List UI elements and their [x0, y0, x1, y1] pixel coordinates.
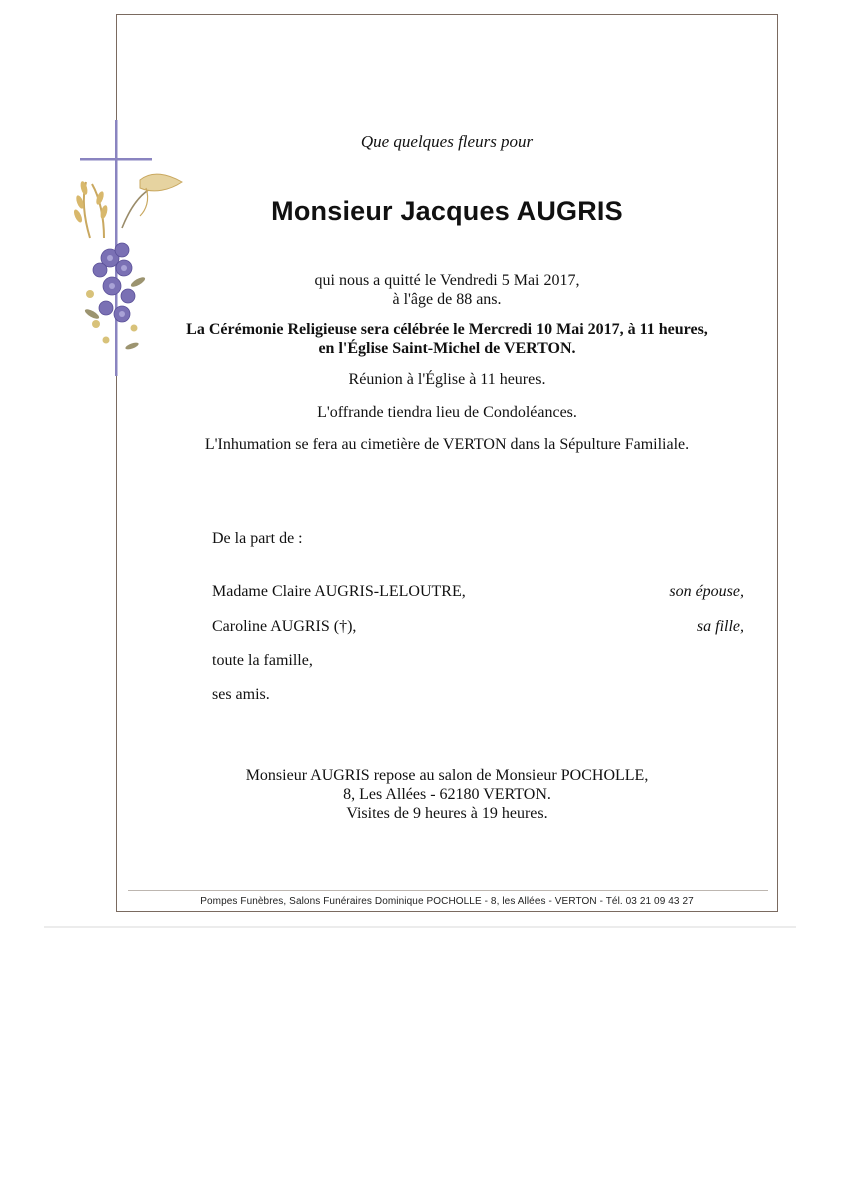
- viewing-line-address: 8, Les Allées - 62180 VERTON.: [343, 786, 551, 803]
- funeral-home-footer: Pompes Funèbres, Salons Funéraires Dominique POCHOLLE - 8, les Allées - VERTON - Tél. 03 21 09 43 27: [200, 896, 694, 907]
- family-member-relation: son épouse,: [669, 583, 744, 600]
- viewing-line-hours: Visites de 9 heures à 19 heures.: [346, 805, 548, 822]
- ceremony-line-date: La Cérémonie Religieuse sera célébrée le Mercredi 10 Mai 2017, à 11 heures,: [186, 321, 708, 338]
- viewing-line-salon: Monsieur AUGRIS repose au salon de Monsieur POCHOLLE,: [245, 767, 649, 784]
- intro-text: Que quelques fleurs pour: [360, 132, 534, 151]
- family-member-row: [212, 686, 744, 704]
- viewing-info: [116, 766, 778, 823]
- family-member-row: [212, 583, 744, 601]
- family-member-name: ses amis.: [212, 686, 270, 703]
- footer-divider: [128, 890, 768, 891]
- offering-text: L'offrande tiendra lieu de Condoléances.: [317, 404, 577, 421]
- ceremony-announcement: [116, 320, 778, 358]
- family-label: De la part de :: [212, 530, 303, 547]
- family-member-row: [212, 618, 744, 636]
- death-line-date: qui nous a quitté le Vendredi 5 Mai 2017,: [314, 272, 580, 289]
- family-member-name: Madame Claire AUGRIS-LELOUTRE,: [212, 583, 466, 600]
- death-announcement: [116, 271, 778, 309]
- death-line-age: à l'âge de 88 ans.: [392, 291, 502, 308]
- family-member-name: toute la famille,: [212, 652, 313, 669]
- burial-text: L'Inhumation se fera au cimetière de VERTON dans la Sépulture Familiale.: [204, 436, 690, 453]
- meeting-text: Réunion à l'Église à 11 heures.: [348, 371, 546, 388]
- family-member-row: [212, 652, 744, 670]
- family-member-name: Caroline AUGRIS (†),: [212, 618, 357, 635]
- scan-edge: [44, 926, 796, 928]
- family-member-relation: sa fille,: [696, 618, 744, 635]
- deceased-name: Monsieur Jacques AUGRIS: [271, 196, 623, 226]
- ceremony-line-place: en l'Église Saint-Michel de VERTON.: [318, 340, 576, 357]
